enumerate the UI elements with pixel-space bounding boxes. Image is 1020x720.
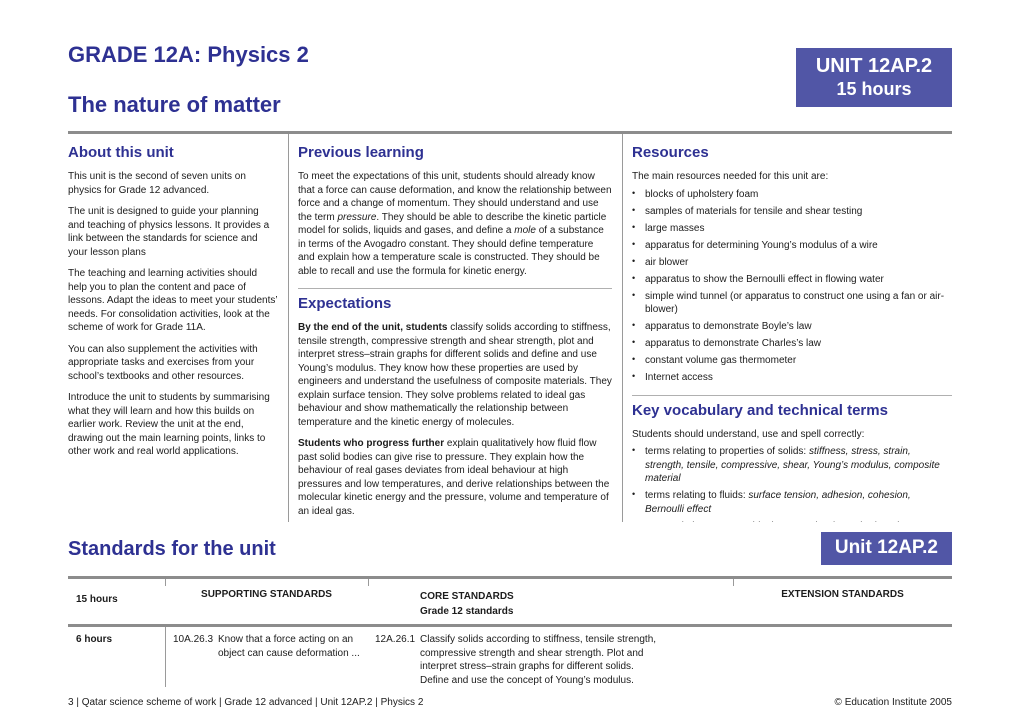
bullet-icon <box>632 520 645 523</box>
core-standard-cell <box>368 627 733 687</box>
list-item: • apparatus to demonstrate Charles’s law <box>632 337 952 351</box>
resources-intro: The main resources needed for this unit are: <box>632 171 829 182</box>
unit-title: The nature of matter <box>68 92 281 117</box>
grade-title: GRADE 12A: Physics 2 <box>68 42 309 67</box>
unit-overview-columns <box>68 134 952 522</box>
list-item: • apparatus to show the Bernoulli effect in flowing water <box>632 273 952 287</box>
previous-learning-heading: Previous learning <box>298 144 424 161</box>
core-standards-header <box>368 587 733 619</box>
previous-learning-column <box>288 134 622 522</box>
paragraph: The unit is designed to guide your planning and teaching of physics lessons. It provides a link between the standards for science and your lesson plans <box>68 206 270 258</box>
core-standards-label: CORE STANDARDS <box>420 591 514 602</box>
unit-badge-hours: 15 hours <box>836 79 912 99</box>
list-item: • simple wind tunnel (or apparatus to construct one using a fan or air-blower) <box>632 290 952 317</box>
bullet-icon <box>632 222 645 236</box>
list-item: • terms relating to properties of solids: stiffness, stress, strain, strength, tensile, compressive, shear, Young’s modulus, composite material <box>632 445 952 486</box>
bullet-icon <box>632 205 645 219</box>
list-item: • samples of materials for tensile and shear testing <box>632 205 952 219</box>
standards-unit-badge: Unit 12AP.2 <box>821 532 952 565</box>
about-column <box>68 134 288 522</box>
bullet-icon <box>632 273 645 287</box>
bullet-icon <box>632 188 645 202</box>
list-item: • large masses <box>632 222 952 236</box>
paragraph: Students who progress further explain qualitatively how fluid flow past solid bodies can give rise to pressure. They explain how the behaviour of real gases deviates from ideal behaviour at high pressures and low temperatures, and derive relationships between the molecular kinetic energy and the pressure, volume and temperature of an ideal gas. <box>298 438 610 517</box>
footer-breadcrumb: 3 | Qatar science scheme of work | Grade 12 advanced | Unit 12AP.2 | Physics 2 <box>68 697 424 708</box>
paragraph: You can also supplement the activities with appropriate tasks and exercises from your school’s textbooks and other resources. <box>68 343 258 382</box>
grade-12-standards-sublabel: Grade 12 standards <box>420 606 514 617</box>
resources-column <box>622 134 952 522</box>
bullet-icon <box>632 256 645 270</box>
bullet-icon <box>632 371 645 385</box>
list-item: • Internet access <box>632 371 952 385</box>
bullet-icon <box>632 337 645 351</box>
footer-copyright: © Education Institute 2005 <box>834 697 952 708</box>
standards-section-header <box>68 532 952 570</box>
about-heading: About this unit <box>68 144 174 161</box>
column-tick <box>368 579 369 586</box>
list-item: • apparatus to demonstrate Boyle’s law <box>632 320 952 334</box>
paragraph: The teaching and learning activities should help you to plan the content and pace of lessons. Adapt the ideas to meet your students’ needs. For consolidation activities, look at the scheme of work for Grade 11A. <box>68 268 278 333</box>
column-tick <box>733 579 734 586</box>
vocabulary-list <box>632 445 952 522</box>
list-item: • constant volume gas thermometer <box>632 354 952 368</box>
list-item: • air blower <box>632 256 952 270</box>
section-divider <box>298 288 612 289</box>
paragraph: Introduce the unit to students by summarising what they will learn and how this builds on earlier work. Review the unit at the end, drawing out the main learning points, links to other work and real world applications. <box>68 392 270 457</box>
unit-badge-code: UNIT 12AP.2 <box>815 55 933 77</box>
expectations-heading: Expectations <box>298 295 392 312</box>
supporting-standard-text: Know that a force acting on an object can cause deformation ... <box>218 634 360 659</box>
list-item: • blocks of upholstery foam <box>632 188 952 202</box>
extension-standards-header: EXTENSION STANDARDS <box>781 589 904 600</box>
paragraph: By the end of the unit, students classify solids according to stiffness, tensile strength, compressive strength and shear strength, plot and interpret stress–strain graphs for different solids and define and use Young’s modulus. They know how these properties are used by engineers and understand the usefulness of composite materials. They explain surface tension. They solve problems related to ideal gas behaviour and show mathematically the relationship between temperature and the kinetic energy of molecules. <box>298 322 612 428</box>
supporting-standard-cell <box>165 627 368 687</box>
core-standard-code: 12A.26.1 <box>375 634 416 645</box>
page-title <box>68 42 309 118</box>
vocabulary-intro: Students should understand, use and spell correctly: <box>632 428 865 440</box>
table-row <box>68 627 952 687</box>
page-header <box>68 0 952 118</box>
vocabulary-heading: Key vocabulary and technical terms <box>632 401 888 419</box>
unit-badge <box>796 48 952 107</box>
extension-standard-cell <box>733 627 952 687</box>
bullet-icon <box>632 445 645 486</box>
bullet-icon <box>632 290 645 317</box>
resources-list <box>632 188 952 385</box>
bullet-icon <box>632 320 645 334</box>
column-tick <box>165 579 166 586</box>
page-footer <box>68 697 952 708</box>
previous-learning-paragraph: To meet the expectations of this unit, students should already know that a force can cause deformation, and know the relationship between force and a change of momentum. They should understand and use the term pressure. They should be able to describe the kinetic particle model for solids, liquids and gases, and define a mole of a substance in terms of the Avogadro constant. They should define temperature and explain how a temperature scale is constructed. They should be able to recall and use the formula for kinetic energy. <box>298 171 612 277</box>
section-divider <box>632 395 952 396</box>
row-hours-cell: 6 hours <box>76 634 113 645</box>
hours-total-label: 15 hours <box>76 594 118 605</box>
list-item: • terms relating to fluids: surface tension, adhesion, cohesion, Bernoulli effect <box>632 489 952 516</box>
standards-table <box>68 576 952 687</box>
about-paragraphs <box>68 170 278 459</box>
bullet-icon <box>632 239 645 253</box>
list-item: • apparatus for determining Young’s modulus of a wire <box>632 239 952 253</box>
paragraph: This unit is the second of seven units on physics for Grade 12 advanced. <box>68 171 246 196</box>
core-standard-text: Classify solids according to stiffness, tensile strength, compressive strength and shear strength. Plot and interpret stress–strain graphs for different solids. Define and use the concept of Young’s modulus. <box>420 634 657 686</box>
supporting-standard-code: 10A.26.3 <box>173 634 214 645</box>
supporting-standards-header: SUPPORTING STANDARDS <box>201 589 332 600</box>
resources-heading: Resources <box>632 144 709 161</box>
expectations-paragraphs <box>298 321 612 518</box>
bullet-icon <box>632 489 645 516</box>
list-item <box>632 520 952 523</box>
bullet-icon <box>632 354 645 368</box>
table-header-row <box>68 579 952 624</box>
standards-heading: Standards for the unit <box>68 538 276 560</box>
